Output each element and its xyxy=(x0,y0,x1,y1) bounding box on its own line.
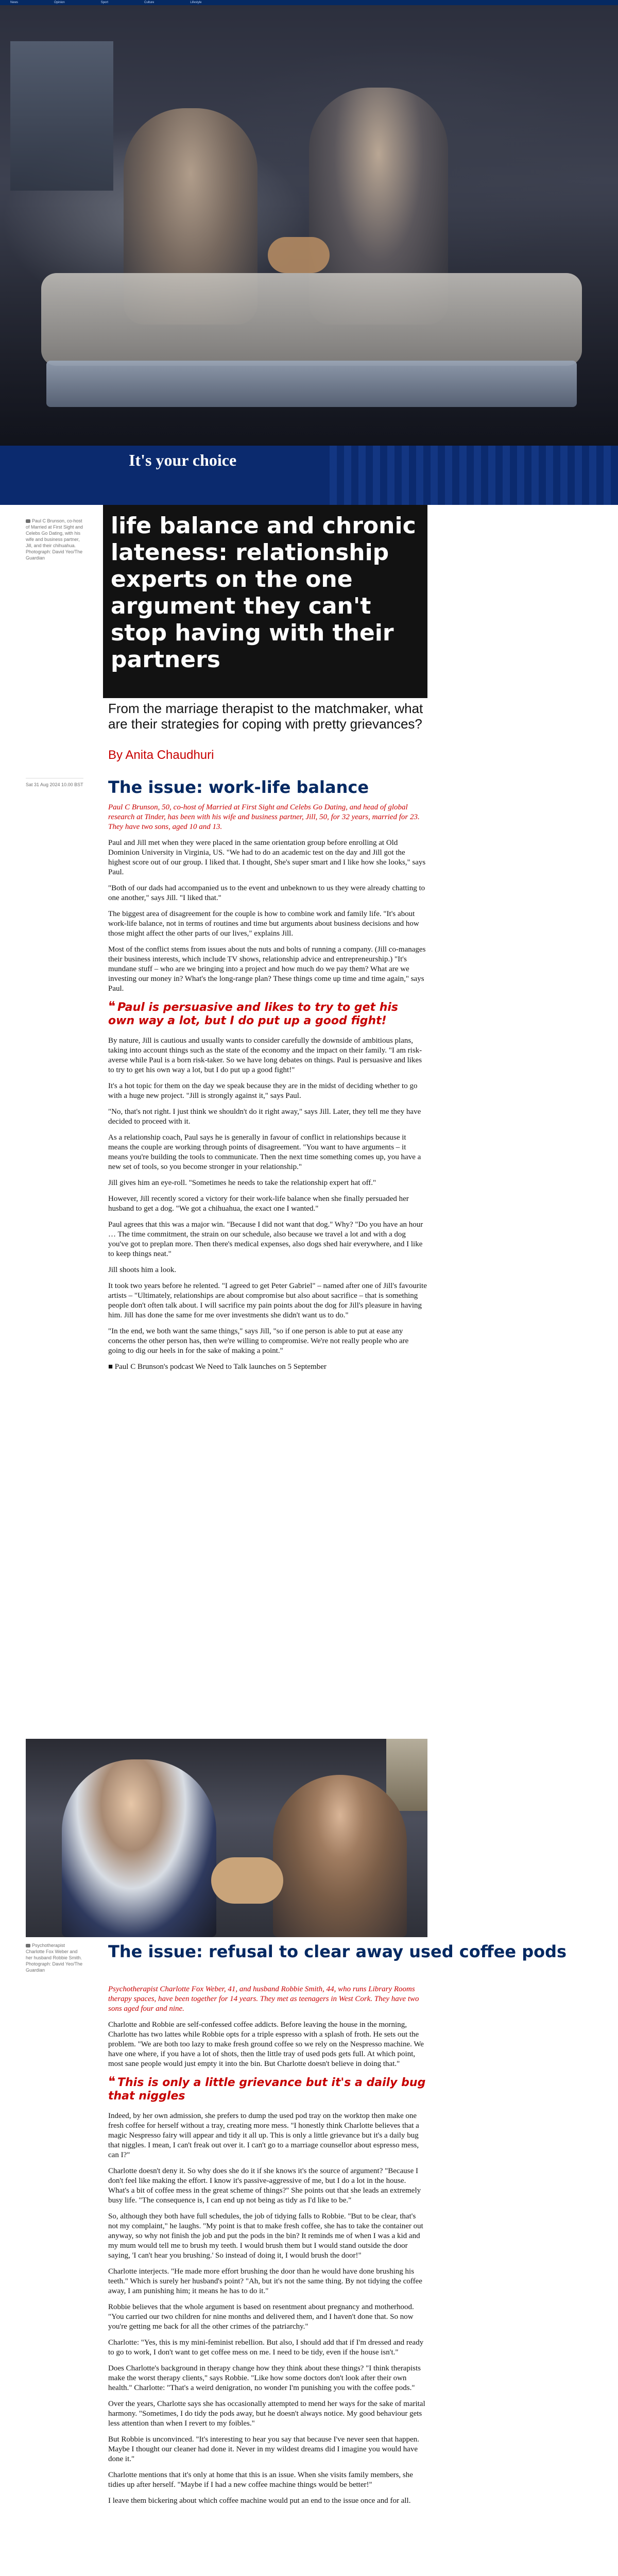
body-paragraph: ■ Paul C Brunson's podcast We Need to Talk launches on 5 September xyxy=(108,1363,327,1371)
article-headline: life balance and chronic lateness: relationship experts on the one argument they can't stop having with their partners xyxy=(111,513,416,673)
body-paragraph: Over the years, Charlotte says she has occasionally attempted to mend her ways for the sake of marital harmony. "Sometimes, I do tidy the pods away, but he doesn't always notice. My good behaviour gets less attention than when I revert to my foibles." xyxy=(108,2400,425,2428)
section1-body xyxy=(108,803,427,1378)
photo2-woman xyxy=(273,1775,407,1937)
section2-pullquote xyxy=(108,2075,427,2103)
section1-pullquote-text: Paul is persuasive and likes to try to get his own way a lot, but I do put up a good fight! xyxy=(108,1001,399,1027)
nav-tab-opinion[interactable]: Opinion xyxy=(54,1,65,4)
body-paragraph: Charlotte mentions that it's only at home that this is an issue. When she visits family members, she tidies up after herself. "Maybe if I had a new coffee machine things would be better!" xyxy=(108,2471,413,2489)
photo2-caption-text: Psychotherapist Charlotte Fox Weber and her husband Robbie Smith. Photograph: David Yeo/The Guardian xyxy=(26,1943,83,1973)
article-standfirst: From the marriage therapist to the matchmaker, what are their strategies for coping with pretty grievances? xyxy=(108,701,423,732)
body-paragraph: Paul agrees that this was a major win. "Because I did not want that dog." Why? "Do you have an hour … The time commitment, the strain on our schedule, also because we travel a lot and with a dog you've got to preplan more. Then there's medical expenses, also dogs shed hair everywhere, and I like to keep things neat." xyxy=(108,1221,423,1258)
byline-text[interactable]: By Anita Chaudhuri xyxy=(108,748,214,762)
body-paragraph: "Both of our dads had accompanied us to the event and unbeknown to us they were already chatting to one another," says Jill. "I liked that." xyxy=(108,884,425,902)
hero-window xyxy=(10,41,113,191)
hero-caption-text: Paul C Brunson, co-host of Married at First Sight and Celebs Go Dating, with his wife and business partner, Jill, and their chihuahua. Photograph: David Yeo/The Guardian xyxy=(26,518,83,561)
body-paragraph: So, although they both have full schedules, the job of tidying falls to Robbie. "But to be clear, that's not my complaint," he laughs. "My point is that to make fresh coffee, she has to take the container out anyway, so why not finish the job and put the pods in the bin? It reminds me of when I was a kid and my mum would tell me to brush my teeth. I would brush them but I would stand outside the door saying, 'I can't hear you brushing.' So instead of doing it, I would brush the door!" xyxy=(108,2212,423,2260)
hero-couch xyxy=(41,273,582,366)
body-paragraph: Charlotte doesn't deny it. So why does she do it if she knows it's the source of argument? "Because I don't feel like making the effort. I know it's passive-aggressive of me, but I do a lot in the house. What's a bit of coffee mess in the great scheme of things?" She points out that she leads an extremely busy life. "The consequence is, I can end up not being as tidy as I'd like to be." xyxy=(108,2167,421,2205)
hero-photo xyxy=(0,5,618,446)
body-paragraph: Indeed, by her own admission, she prefers to dump the used pod tray on the worktop then make one fresh coffee for herself without a tray, creating more mess. "I honestly think Charlotte believes that a magic Nespresso fairy will appear and tidy it all up. This is only a little grievance but it's a daily bug that niggles. I mean, I can't freak out over it. I can't go to a marriage counsellor about espresso mess, can I?" xyxy=(108,2112,419,2159)
hero-table xyxy=(46,361,577,407)
section1-paragraphs-a xyxy=(108,838,427,994)
body-paragraph: "No, that's not right. I just think we shouldn't do it right away," says Jill. Later, they tell me they have decided to proceed with it. xyxy=(108,1108,421,1126)
body-paragraph: The biggest area of disagreement for the couple is how to combine work and family life. "It's about work-life balance, not in terms of routines and time but arguments about business decisions and how those might affect the other parts of our lives," explains Jill. xyxy=(108,910,419,938)
section2-intro: Psychotherapist Charlotte Fox Weber, 41, and husband Robbie Smith, 44, who runs Library Rooms therapy spaces, have been together for 14 years. They met as teenagers in West Cork. They have two sons aged four and nine. xyxy=(108,1985,419,2013)
section1-paragraphs-b xyxy=(108,1036,427,1372)
body-paragraph: I leave them bickering about which coffee machine would put an end to the issue once and for all. xyxy=(108,2497,411,2505)
section2-paragraphs-a xyxy=(108,2020,427,2069)
article-dateline: Sat 31 Aug 2024 10.00 BST xyxy=(26,778,83,788)
body-paragraph: Charlotte and Robbie are self-confessed coffee addicts. Before leaving the house in the morning, Charlotte has two lattes while Robbie opts for a triple espresso with a splash of froth. He sets out the problem. "We are both too lazy to make fresh ground coffee so we rely on the Nespresso machine. We have one where, if you have a lot of shots, then the little tray of used pods gets full. At which point, most sane people would just empty it into the bin. But Charlotte doesn't believe in doing that." xyxy=(108,2021,424,2068)
body-paragraph: However, Jill recently scored a victory for their work-life balance when she finally persuaded her husband to get a dog. "We got a chihuahua, the exact one I wanted." xyxy=(108,1195,409,1213)
camera-icon xyxy=(26,519,30,523)
body-paragraph: Paul and Jill met when they were placed in the same orientation group before enrolling at Old Dominion University in Virginia, US. "We had to do an academic test on the day and Jill got the highest score out of our group. I liked that. I thought, She's super smart and I like how she looks," says Paul. xyxy=(108,839,426,876)
body-paragraph: It's a hot topic for them on the day we speak because they are in the midst of deciding whether to go with a huge new project. "Jill is strongly against it," says Paul. xyxy=(108,1082,418,1100)
ad-title: It's your choice xyxy=(129,451,237,469)
body-paragraph: Jill gives him an eye-roll. "Sometimes he needs to take the relationship expert hat off." xyxy=(108,1179,376,1187)
photo2-caption xyxy=(26,1942,83,1973)
body-paragraph: By nature, Jill is cautious and usually wants to consider carefully the downside of ambitious plans, taking into account things such as the state of the economy and the impact on their family. "I am risk-averse while Paul is a born risk-taker. So we have long debates on things. Paul is persuasive and likes to try to get his own way a lot, but I do put up a good fight!" xyxy=(108,1037,422,1074)
section2-paragraphs-b xyxy=(108,2111,427,2506)
body-paragraph: Robbie believes that the whole argument is based on resentment about pregnancy and motherhood. "You carried our two children for nine months and delivered them, and I haven't done that. So now you're getting me back for all the other crimes of the patriarchy." xyxy=(108,2303,414,2331)
nav-tab-lifestyle[interactable]: Lifestyle xyxy=(190,1,202,4)
body-paragraph: It took two years before he relented. "I agreed to get Peter Gabriel" – named after one of Jill's favourite artists – "Ultimately, relationships are about compromise but also about sacrifice – that is something people don't often talk about. I will sacrifice my pain points about the dog for Jill's pleasure in having him. Jill has done the same for me over investments she didn't want us to do." xyxy=(108,1282,427,1319)
section2-pullquote-text: This is only a little grievance but it's a daily bug that niggles xyxy=(108,2076,426,2103)
article-byline[interactable] xyxy=(108,748,214,762)
body-paragraph: Most of the conflict stems from issues about the nuts and bolts of running a company. (Jill co-manages their business interests, which include TV shows, relationship advice and entrepreneurship.) "It's mundane stuff – who are we bringing into a project and how much do we pay them? What are we investing our money in? What's the long-range plan? These things come up time and time again," says Paul. xyxy=(108,945,426,993)
section1-intro: Paul C Brunson, 50, co-host of Married at First Sight and Celebs Go Dating, and head of global research at Tinder, has been with his wife and business partner, Jill, 50, for 32 years, married for 23. They have two sons, aged 10 and 13. xyxy=(108,803,420,831)
body-paragraph: As a relationship coach, Paul says he is generally in favour of conflict in relationships because it means the couple are working through points of disagreement. "You want to have arguments – it means you're building the tools to communicate. Then the next time something comes up, you have a new set of tools, so you become stronger in your relationship." xyxy=(108,1133,421,1171)
body-paragraph: Charlotte interjects. "He made more effort brushing the door than he would have done brushing his teeth." Which is surely her husband's point? "Ah, but it's not the same thing. By not tidying the coffee away, I am punishing him; it means he has to do it." xyxy=(108,2267,422,2295)
section2-heading: The issue: refusal to clear away used coffee pods xyxy=(108,1942,567,1961)
photo2-man xyxy=(62,1759,216,1937)
quote-mark-icon: ❝ xyxy=(108,2074,115,2090)
ad-stripes xyxy=(330,446,618,505)
section2-body xyxy=(108,1985,427,2512)
charlotte-robbie-photo xyxy=(26,1739,427,1937)
section1-pullquote xyxy=(108,1000,427,1028)
hero-dog xyxy=(268,237,330,273)
nav-tab-culture[interactable]: Culture xyxy=(144,1,154,4)
nav-tab-news[interactable]: News xyxy=(10,1,19,4)
body-paragraph: Jill shoots him a look. xyxy=(108,1266,177,1274)
section1-heading: The issue: work-life balance xyxy=(108,777,369,797)
body-paragraph: But Robbie is unconvinced. "It's interesting to hear you say that because I've never seen that happen. Maybe I thought our cleaner had done it. Never in my wildest dreams did I imagine you would have done it." xyxy=(108,2435,419,2463)
body-paragraph: "In the end, we both want the same things," says Jill, "so if one person is able to put at ease any concerns the other person has, then we're willing to compromise. We're not really people who are going to dig our heels in for the sake of making a point." xyxy=(108,1327,409,1355)
camera-icon xyxy=(26,1944,30,1947)
body-paragraph: Does Charlotte's background in therapy change how they think about these things? "I think therapists make the worst therapy clients," says Robbie. "Like how some doctors don't look after their own health." Charlotte: "That's a weird denigration, no wonder I'm punishing you with the coffee pods." xyxy=(108,2364,421,2392)
body-paragraph: Charlotte: "Yes, this is my mini-feminist rebellion. But also, I should add that if I'm dressed and ready to go to work, I don't want to get coffee mess on me. I need to be tidy, even if the house isn't." xyxy=(108,2338,424,2357)
hero-caption xyxy=(26,518,83,561)
top-navigation-bar xyxy=(0,0,618,5)
quote-mark-icon: ❝ xyxy=(108,999,115,1014)
photo2-dog xyxy=(211,1857,283,1904)
advertisement-banner[interactable] xyxy=(0,446,618,505)
nav-tab-sport[interactable]: Sport xyxy=(100,1,109,4)
